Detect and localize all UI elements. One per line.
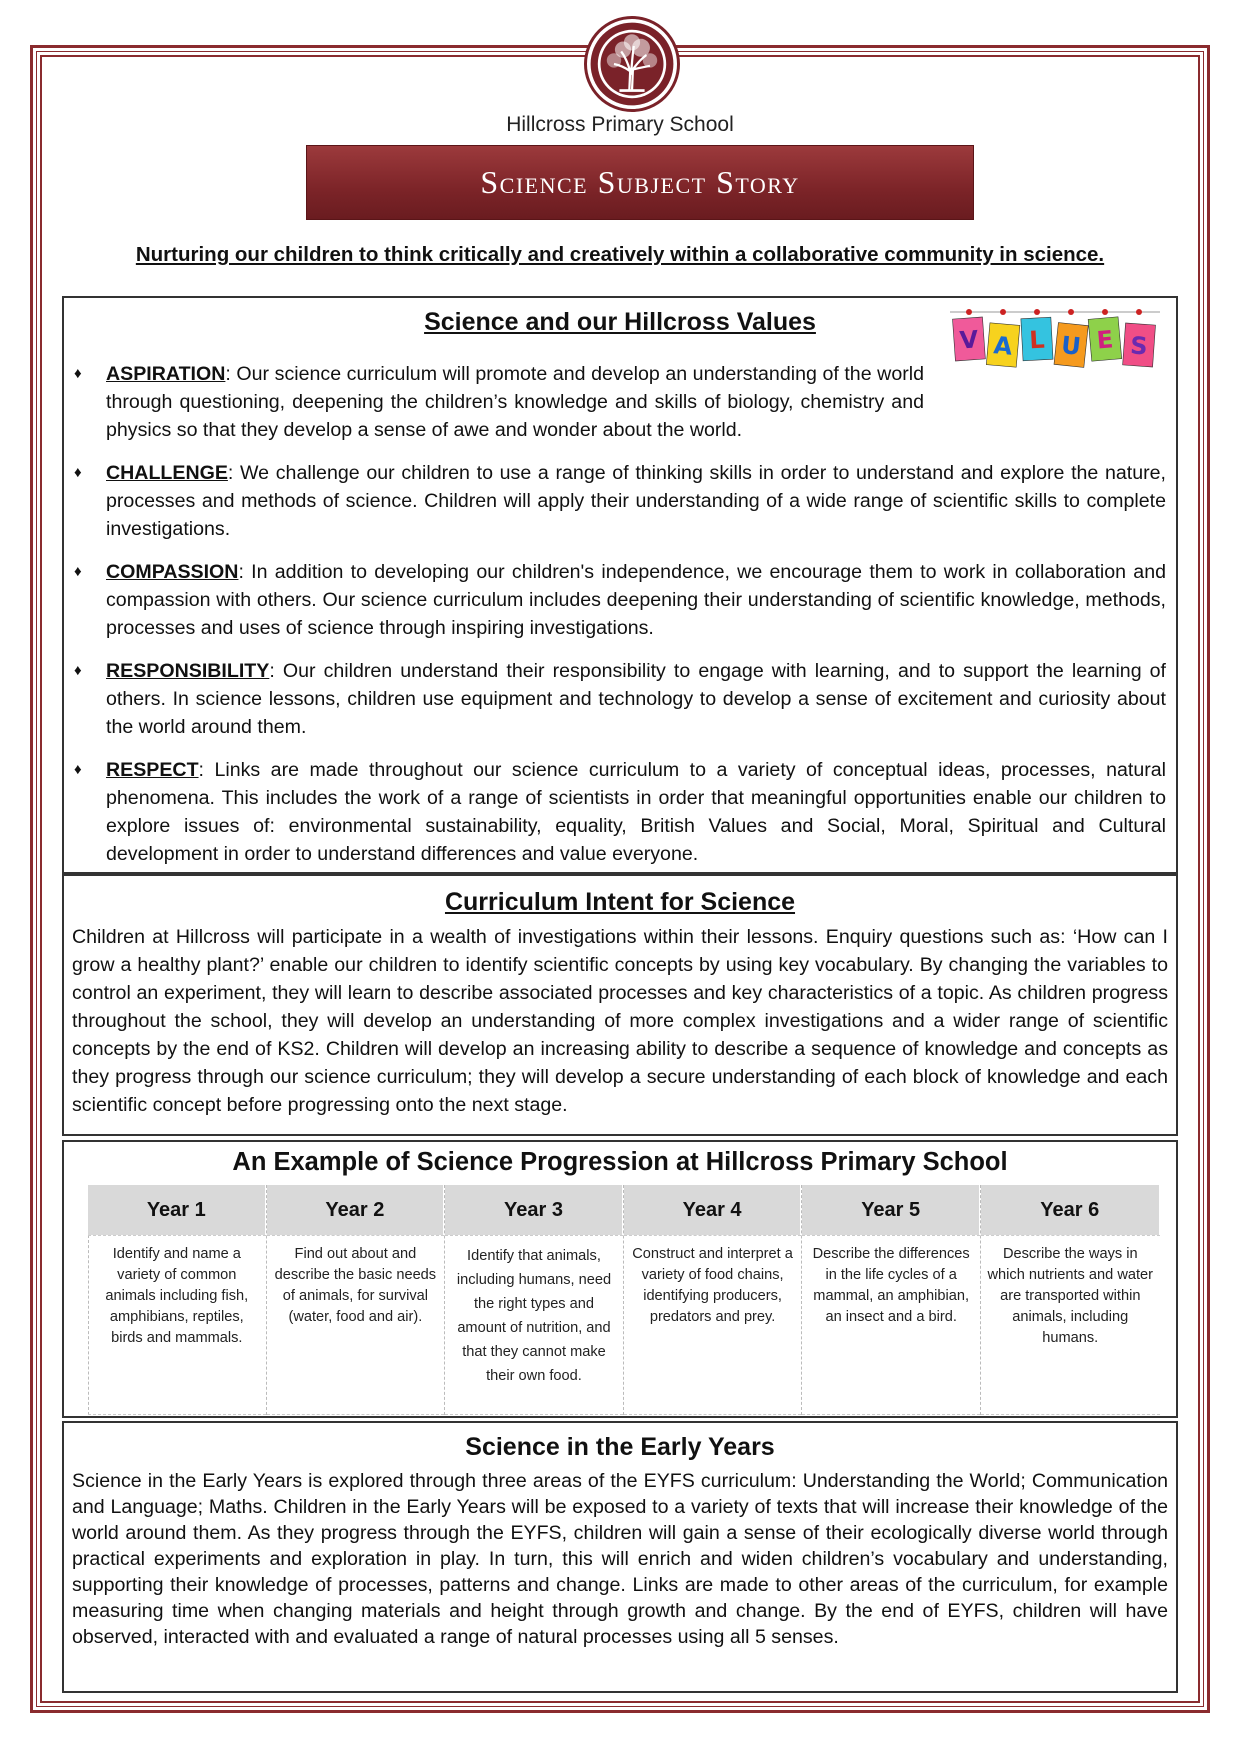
value-item-respect: ♦ RESPECT: Links are made throughout our science curriculum to a variety of conceptual ideas, processes, natural phenomena. This includes the work of a range of scientists in order that meaningful opportunities enable our children to explore issues of: environmental sustainability, equality, British Values and Social, Moral, Spiritual and Cultural development in order to understand differences and value everyone. xyxy=(74,756,1166,868)
value-label: RESPECT xyxy=(106,759,199,781)
diamond-bullet-icon: ♦ xyxy=(74,563,82,580)
sign-card xyxy=(1021,317,1053,361)
sign-pin xyxy=(1102,309,1108,315)
sign-pin xyxy=(1068,309,1074,315)
table-cell: Identify and name a variety of common animals including fish, amphibians, reptiles, birds and mammals. xyxy=(88,1235,266,1415)
values-list xyxy=(74,360,1166,883)
values-title: Science and our Hillcross Values xyxy=(424,308,816,336)
diamond-bullet-icon: ♦ xyxy=(74,662,82,679)
table-column-year-3 xyxy=(445,1185,624,1415)
value-label: ASPIRATION xyxy=(106,363,226,385)
value-item-aspiration: ♦ ASPIRATION: Our science curriculum will promote and develop an understanding of the world through questioning, deepening the children’s knowledge and skills of biology, chemistry and physics so that they develop a sense of awe and wonder about the world. xyxy=(74,360,924,444)
value-text: Our science curriculum will promote and develop an understanding of the world through questioning, deepening the children’s knowledge and skills of biology, chemistry and physics so that they develop a sense of awe and wonder about the world. xyxy=(106,363,924,441)
early-years-title: Science in the Early Years xyxy=(465,1433,775,1461)
table-column-year-5 xyxy=(802,1185,981,1415)
value-item-responsibility: ♦ RESPONSIBILITY: Our children understand their responsibility to engage with learning, and to support the learning of others. In science lessons, children use equipment and technology to develop a sense of excitement and curiosity about the world around them. xyxy=(74,657,1166,741)
diamond-bullet-icon: ♦ xyxy=(74,365,82,382)
column-header: Year 5 xyxy=(802,1185,980,1235)
table-cell: Describe the ways in which nutrients and water are transported within animals, including humans. xyxy=(981,1235,1160,1415)
value-label: RESPONSIBILITY xyxy=(106,660,270,682)
motto: Nurturing our children to think critically and creatively within a collaborative community in science. xyxy=(135,243,1105,266)
value-text: We challenge our children to use a range of thinking skills in order to understand and explore the nature, processes and methods of science. Children will apply their understanding of a wide range of scientific skills to complete investigations. xyxy=(106,462,1166,540)
school-logo-tree-icon xyxy=(584,16,680,112)
early-years-text: Science in the Early Years is explored through three areas of the EYFS curriculum: Understanding the World; Communication and Language; Maths. Children in the Early Years will be exposed to a variety of texts that will increase their knowledge of the world around them. As they progress through the EYFS, children will gain a sense of their ecologically diverse world through practical experiments and exploration in play. In turn, this will enrich and widen children’s vocabulary and understanding, supporting their knowledge of processes, patterns and change. Links are made to other areas of the curriculum, for example measuring time when changing materials and height through growth and change. By the end of EYFS, children will have observed, interacted with and evaluated a range of natural processes using all 5 senses. xyxy=(72,1470,1168,1648)
value-text: Our children understand their responsibility to engage with learning, and to support the learning of others. In science lessons, children use equipment and technology to develop a sense of excitement and curiosity about the world around them. xyxy=(106,660,1167,738)
intent-text: Children at Hillcross will participate in a wealth of investigations within their lessons. Enquiry questions such as: ‘How can I grow a healthy plant?’ enable our children to identify scientific concepts by using key vocabulary. By changing the variables to control an experiment, they will learn to describe associated processes and key characteristics of a topic. As children progress throughout the school, they will develop an understanding of more complex investigations and a wider range of scientific concepts by the end of KS2. Children will develop an increasing ability to describe a sequence of knowledge and concepts as they progress through our science curriculum; they will develop a secure understanding of each block of knowledge and each scientific concept before progressing onto the next stage. xyxy=(72,926,1168,1116)
progression-title: An Example of Science Progression at Hillcross Primary School xyxy=(232,1148,1008,1176)
value-label: CHALLENGE xyxy=(106,462,228,484)
table-column-year-4 xyxy=(624,1185,803,1415)
column-header: Year 6 xyxy=(981,1185,1160,1235)
page-title: Science Subject Story xyxy=(480,164,800,200)
table-cell: Identify that animals, including humans, need the right types and amount of nutrition, and that they cannot make their own food. xyxy=(445,1235,623,1415)
diamond-bullet-icon: ♦ xyxy=(74,464,82,481)
table-column-year-6 xyxy=(981,1185,1160,1415)
value-item-compassion: ♦ COMPASSION: In addition to developing our children's independence, we encourage them to work in collaboration and compassion with others. Our science curriculum includes deepening their understanding of scientific knowledge, methods, processes and uses of science through inspiring investigations. xyxy=(74,558,1166,642)
progression-section xyxy=(62,1140,1178,1418)
table-cell: Construct and interpret a variety of food chains, identifying producers, predators and prey. xyxy=(624,1235,802,1415)
sign-pin xyxy=(1000,309,1006,315)
sign-letter: V xyxy=(958,325,980,355)
table-column-year-1 xyxy=(88,1185,267,1415)
sign-letter: A xyxy=(992,331,1014,361)
intent-section xyxy=(62,874,1178,1136)
table-column-year-2 xyxy=(267,1185,446,1415)
sign-card xyxy=(1088,317,1122,361)
sign-letter: L xyxy=(1028,325,1046,355)
value-item-challenge: ♦ CHALLENGE: We challenge our children to use a range of thinking skills in order to understand and explore the nature, processes and methods of science. Children will apply their understanding of a wide range of scientific skills to complete investigations. xyxy=(74,459,1166,543)
progression-table xyxy=(88,1185,1160,1415)
value-text: In addition to developing our children's independence, we encourage them to work in collaboration and compassion with others. Our science curriculum includes deepening their understanding of scientific knowledge, methods, processes and uses of science through inspiring investigations. xyxy=(106,561,1166,639)
table-cell: Describe the differences in the life cycles of a mammal, an amphibian, an insect and a bird. xyxy=(802,1235,980,1415)
table-cell: Find out about and describe the basic needs of animals, for survival (water, food and air). xyxy=(267,1235,445,1415)
column-header: Year 2 xyxy=(267,1185,445,1235)
school-name: Hillcross Primary School xyxy=(506,113,734,136)
value-text: Links are made throughout our science curriculum to a variety of conceptual ideas, processes, natural phenomena. This includes the work of a range of scientists in order that meaningful opportunities enable our children to explore issues of: environmental sustainability, equality, British Values and Social, Moral, Spiritual and Cultural development in order to understand differences and value everyone. xyxy=(106,759,1166,865)
sign-pin xyxy=(1034,309,1040,315)
early-years-section xyxy=(62,1421,1178,1693)
sign-card xyxy=(953,317,986,361)
column-header: Year 4 xyxy=(624,1185,802,1235)
column-header: Year 3 xyxy=(445,1185,623,1235)
diamond-bullet-icon: ♦ xyxy=(74,761,82,778)
intent-title: Curriculum Intent for Science xyxy=(444,888,796,916)
sign-letter: S xyxy=(1129,331,1149,361)
values-section xyxy=(62,296,1178,874)
sign-letter: U xyxy=(1059,331,1083,361)
sign-letter: E xyxy=(1095,325,1115,355)
title-banner xyxy=(306,145,974,220)
sign-pin xyxy=(1136,309,1142,315)
sign-pin xyxy=(966,309,972,315)
column-header: Year 1 xyxy=(88,1185,266,1235)
value-label: COMPASSION xyxy=(106,561,239,583)
